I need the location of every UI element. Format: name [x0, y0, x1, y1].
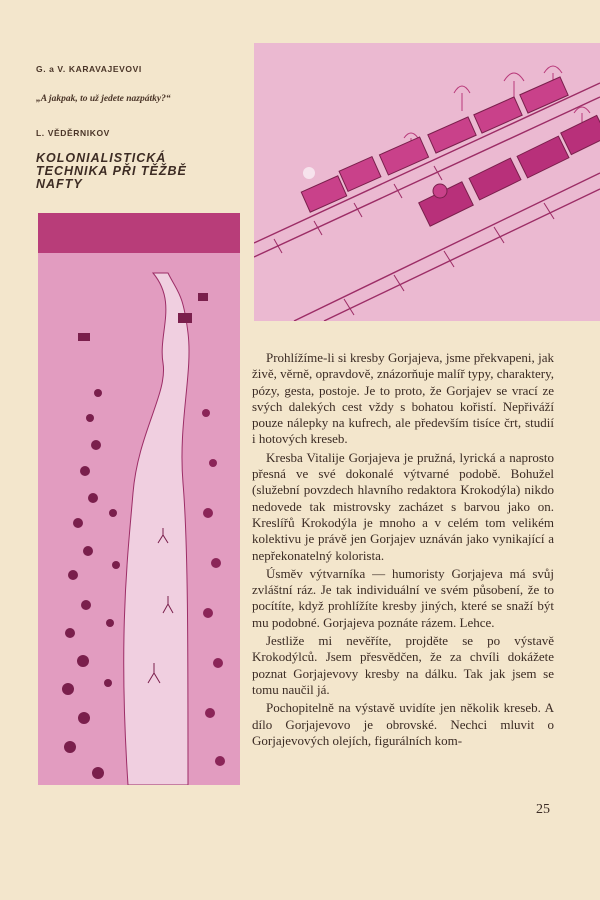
paragraph-4: Jestliže mi nevěříte, projděte se po výstavě Krokodýlců. Jsem přesvědčen, že za chvíli dokážete poznat Gorjajevovy kresby na dálku. Tak jak jsem se tomu naučil já.: [252, 633, 554, 697]
caption-train-cartoon: „A jakpak, to už jedete nazpátky?“: [36, 94, 171, 104]
paragraph-5: Pochopitelně na výstavě uvidíte jen několik kreseb. A dílo Gorjajevovo je obrovské. Nechci mluvit o Gorjajevových olejích, figurálních kom-: [252, 700, 554, 748]
caption-oil-line-1: KOLONIALISTICKÁ: [36, 151, 167, 165]
caption-oil-line-2: TECHNIKA PŘI TĚŽBĚ: [36, 164, 187, 178]
paragraph-2: Kresba Vitalije Gorjajeva je pružná, lyrická a naprosto přesná ve své dokonalé výtvarné podobě. Bohužel (služební povzdech hlavního redaktora Krokodýla) nikdo nedovede tak mistrovsky zacházet s barvou jako on. Kreslířů Krokodýla je mnoho a v celém tom velikém kolektivu je právě jen Gorjajev uznáván jako vynikající a nepřekonatelný kolorista.: [252, 449, 554, 563]
author-vedernikov: L. VĚDĚRNIKOV: [36, 128, 110, 138]
train-cartoon-illustration: [254, 43, 600, 321]
oil-pipeline-cartoon-illustration: [38, 213, 240, 785]
author-karavajevovi: G. a V. KARAVAJEVOVI: [36, 64, 142, 74]
paragraph-3: Úsměv výtvarníka — humoristy Gorjajeva má svůj zvláštní ráz. Je tak individuální ve svém působení, že to pocítíte, když prohlížíte kresby jiných, které se snaží být mu podobné. Gorjajeva poznáte rázem. Lehce.: [252, 565, 554, 630]
caption-oil-cartoon: [36, 152, 246, 191]
paragraph-1: Prohlížíme-li si kresby Gorjajeva, jsme překvapeni, jak živě, věrně, opravdově, znázorňuje malíř typy, charaktery, pózy, gesta, postoje. Je to proto, že Gorjajev se vrací ze svých dalekých cest vždy s bohatou kořistí. Nepřiváží pouze nálepky na kufrech, ale především tisíce črt, studií i hotových kreseb.: [252, 350, 554, 447]
article-body: [252, 350, 554, 749]
illustration-credits: [36, 64, 246, 191]
caption-oil-line-3: NAFTY: [36, 177, 83, 191]
page-number: 25: [536, 802, 550, 817]
